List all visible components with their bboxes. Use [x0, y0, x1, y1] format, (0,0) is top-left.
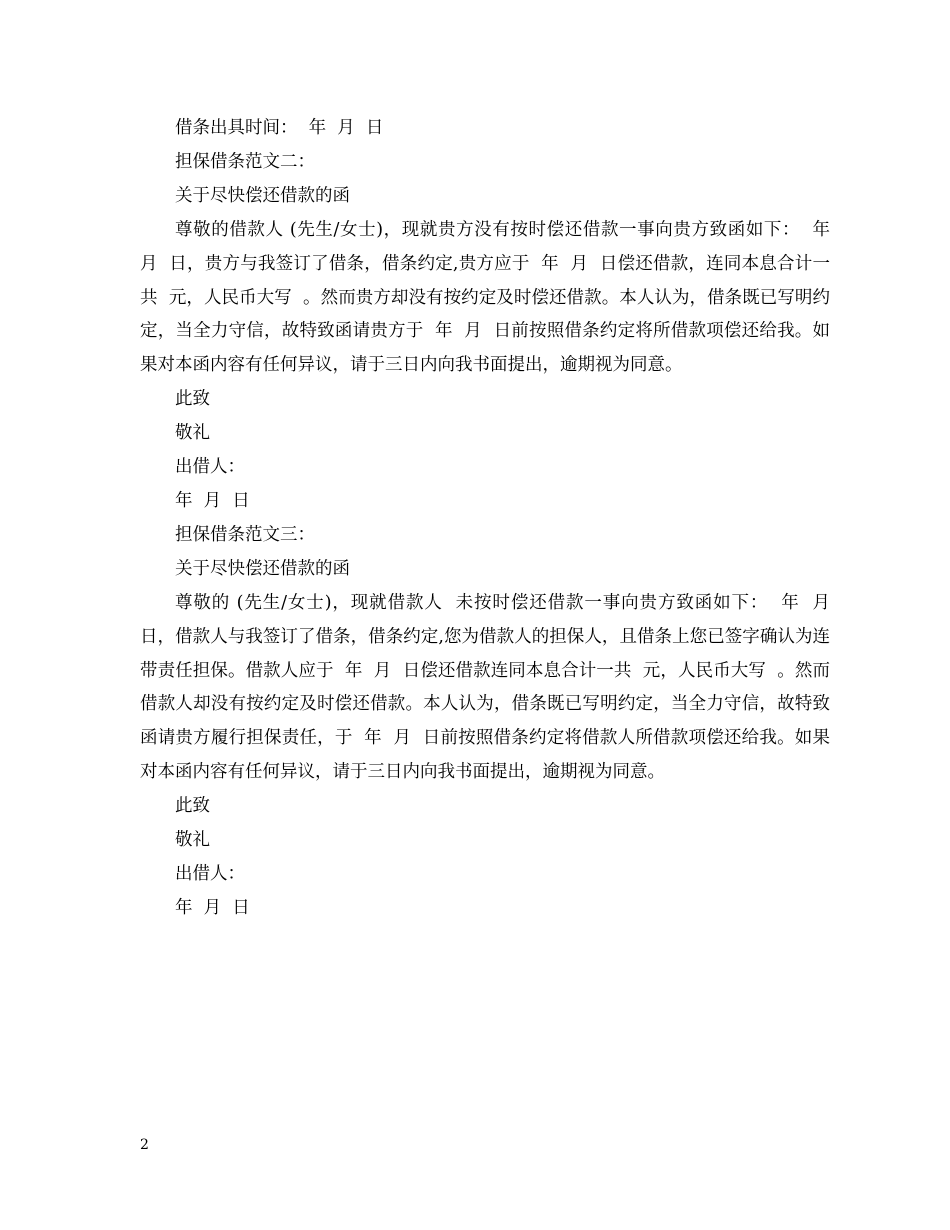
page-number: 2 — [140, 1137, 149, 1153]
lender-signature-line: 出借人： — [175, 863, 245, 884]
lender-signature-line: 出借人： — [175, 457, 245, 478]
closing-salutation: 此致 — [175, 389, 210, 410]
document-body — [140, 112, 842, 926]
signature-date-line: 年 月 日 — [175, 897, 250, 918]
letter-body-paragraph: 尊敬的借款人 (先生/女士)，现就贵方没有按时偿还借款一事向贵方致函如下： 年 月 日，贵方与我签订了借条，借条约定,贵方应于 年 月 日偿还借款，连同本息合计一共 元，人民币大写 。然而贵方却没有按约定及时偿还借款。本人认为，借条既已写明约定，当全力守信，故特致函请贵方于 年 月 日前按照借条约定将所借款项偿还给我。如果对本函内容有任何异议，请于三日内向我书面提出，逾期视为同意。 — [140, 219, 842, 376]
section-heading-sample-three: 担保借条范文三： — [175, 524, 315, 545]
letter-body-paragraph: 尊敬的 (先生/女士)，现就借款人 未按时偿还借款一事向贵方致函如下： 年 月 日，借款人与我签订了借条，借条约定,您为借款人的担保人，且借条上您已签字确认为连带责任担保。借款人应于 年 月 日偿还借款连同本息合计一共 元，人民币大写 。然而借款人却没有按约定及时偿还借款。本人认为，借条既已写明约定，当全力守信，故特致函请贵方履行担保责任，于 年 月 日前按照借条约定将借款人所借款项偿还给我。如果对本函内容有任何异议，请于三日内向我书面提出，逾期视为同意。 — [140, 592, 842, 783]
closing-salutation: 此致 — [175, 796, 210, 817]
letter-title: 关于尽快偿还借款的函 — [175, 558, 350, 579]
section-heading-sample-two: 担保借条范文二： — [175, 151, 315, 172]
letter-title: 关于尽快偿还借款的函 — [175, 185, 350, 206]
closing-regards: 敬礼 — [175, 423, 210, 444]
closing-regards: 敬礼 — [175, 830, 210, 851]
issue-date-line: 借条出具时间： 年 月 日 — [175, 118, 384, 138]
signature-date-line: 年 月 日 — [175, 490, 250, 511]
